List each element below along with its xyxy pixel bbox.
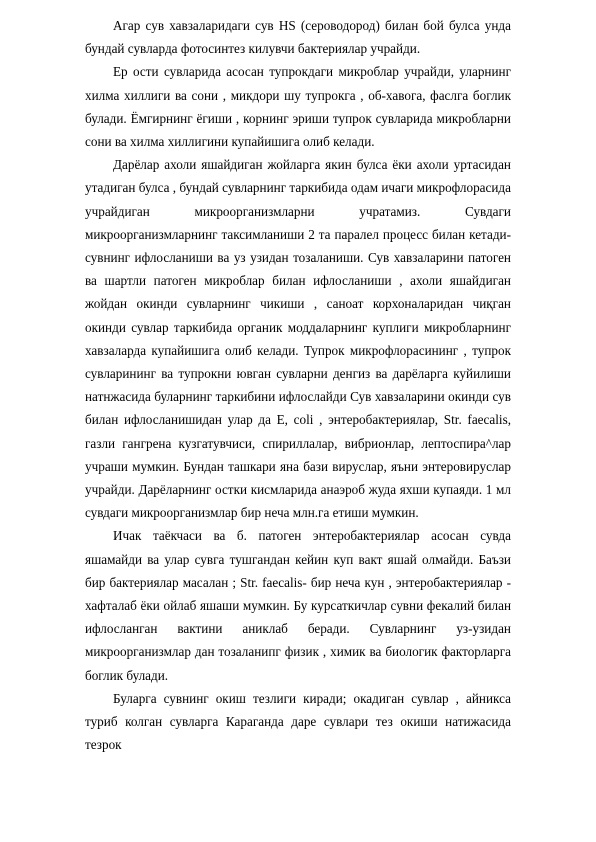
paragraph-rivers-pollution: Дарёлар ахоли яшайдиган жойларга якин булса ёки ахоли уртасидан утадиган булса , бундай сувларнинг таркибида одам ичаги микрофлорасида учрайдиган микроорганизмларни учратамиз. Сувдаги микроорганизмларнинг таксимланиши 2 та паралел процесс билан кетади- сувнинг ифлосланиши ва уз узидан тозаланиши. Сув хавзаларини патоген ва шартли патоген микроблар билан ифлосланиши , ахоли яшайдиган жойдан окинди сувларнинг чикиши , саноат корхоналаридан чиқган окинди сувлар таркибида органик моддаларнинг куплиги микробларнинг хавзаларда купайишига олиб келади. Тупрок микрофлорасининг , тупрок сувларининг ва тупрокни ювган сувларни денгиз ва дарёларга куйилиши натнжасида буларнинг таркибини ифлослайди Сув хавзаларини окинди сув билан ифлосланишидан улар да E, coli , энтеробактериялар, Str. faecalis, газли гангрена кузгатувчиси, спириллалар, вибрионлар, лептоспира^лар учраши мумкин. Бундан ташкари яна бази вируслар, яъни энтеровируслар учрайди. Дарёларнинг остки кисмларида анаэроб жуда яхши купаяди. 1 мл сувдаги микроорганизмлар бир неча млн.га етиши мумкин. [85, 157, 511, 521]
paragraph-groundwater: Ер ости сувларида асосан тупрокдаги микроблар учрайди, уларнинг хилма хиллиги ва сони , микдори шу тупрокга , об-хавога, фаслга боглик булади. Ёмгирнинг ёгиши , корнинг эриши тупрок сувларида микробларни сони ва хилма хиллигини купайишига олиб келади. [85, 64, 511, 150]
paragraph-hydrogen-sulfide: Агар сув хавзаларидаги сув HS (сероводород) билан бой булса унда бундай сувларда фотосинтез килувчи бактериялар учрайди. [85, 18, 511, 57]
document-page [85, 14, 511, 757]
paragraph-enterobacteria: Ичак таёкчаси ва б. патоген энтеробактериялар асосан сувда яшамайди ва улар сувга тушгандан кейин куп вакт яшай олмайди. Баъзи бир бактериялар масалан ; Str. faecalis- бир неча кун , энтеробактериялар - хафталаб ёки ойлаб яшаши мумкин. Бу курсаткичлар сувни фекалий билан ифлосланган вактини аниклаб беради. Сувларнинг уз-узидан микроорганизмлар дан тозаланипг физик , химик ва биологик факторларга боглик булади. [85, 528, 511, 683]
paragraph-flow-speed: Буларга сувнинг окиш тезлиги киради; окадиган сувлар , айникса туриб колган сувларга Караганда даре сувлари тез окиши натижасида тезрок [85, 690, 511, 753]
